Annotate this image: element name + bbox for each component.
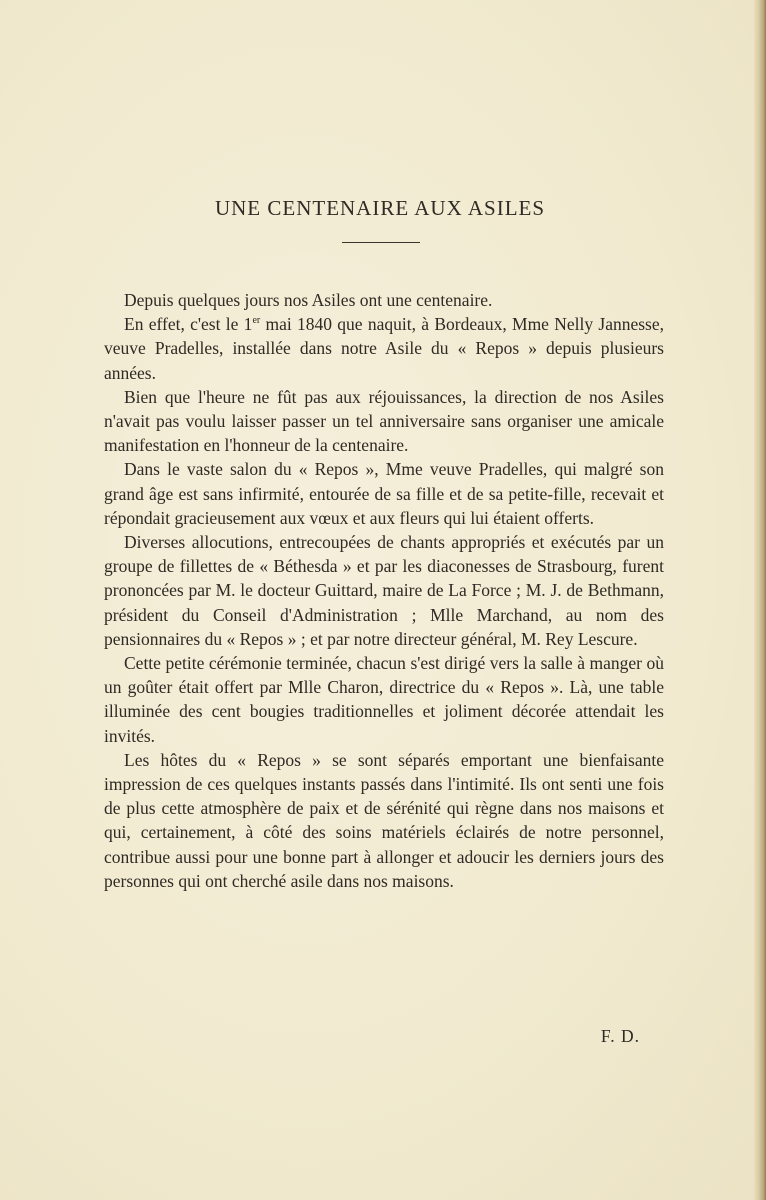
article-title: UNE CENTENAIRE AUX ASILES [214, 196, 546, 220]
paragraph-6: Cette petite cérémonie terminée, chacun s'est dirigé vers la salle à manger où un goûter était offert par Mlle Charon, directrice du « Repos ». Là, une table illuminée des cent bougies traditionnelles et joliment décorée attendait les invités. [104, 653, 664, 746]
title-divider [342, 242, 420, 243]
paragraph-4: Dans le vaste salon du « Repos », Mme veuve Pradelles, qui malgré son grand âge est sans infirmité, entourée de sa fille et de sa petite-fille, recevait et répondait gracieusement aux vœux et aux fleurs qui lui étaient offerts. [104, 459, 664, 528]
article-body [104, 288, 664, 893]
paragraph-3: Bien que l'heure ne fût pas aux réjouissances, la direction de nos Asiles n'avait pas voulu laisser passer un tel anniversaire sans organiser une amicale manifestation en l'honneur de la centenaire. [104, 386, 664, 456]
paragraph-5: Diverses allocutions, entrecoupées de chants appropriés et exécutés par un groupe de fillettes de « Béthesda » et par les diaconesses de Strasbourg, furent prononcées par M. le docteur Guittard, maire de La Force ; M. J. de Bethmann, président du Conseil d'Administration ; Mlle Marchand, au nom des pensionnaires du « Repos » ; et par notre directeur général, M. Rey Lescure. [104, 532, 664, 649]
book-spine-edge [754, 0, 766, 1200]
paragraph-7: Les hôtes du « Repos » se sont séparés emportant une bienfaisante impression de ces quelques instants passés dans l'intimité. Ils ont senti une fois de plus cette atmosphère de paix et de sérénité qui règne dans nos maisons et qui, certainement, à côté des soins matériels éclairés de notre personnel, contribue aussi pour une bonne part à allonger et adoucir les derniers jours des personnes qui ont cherché asile dans nos maisons. [104, 749, 664, 891]
paragraph-2-start: En effet, c'est le 1 [124, 314, 253, 335]
paragraph-1: Depuis quelques jours nos Asiles ont une centenaire. [124, 290, 493, 310]
author-signature: F. D. [600, 1026, 640, 1046]
paragraph-2-rest: mai 1840 que naquit, à Bordeaux, Mme Nelly Jannesse, veuve Pradelles, installée dans notre Asile du « Repos » depuis plusieurs années. [104, 314, 665, 383]
paragraph-2 [104, 312, 664, 385]
ordinal-superscript: er [252, 315, 261, 327]
